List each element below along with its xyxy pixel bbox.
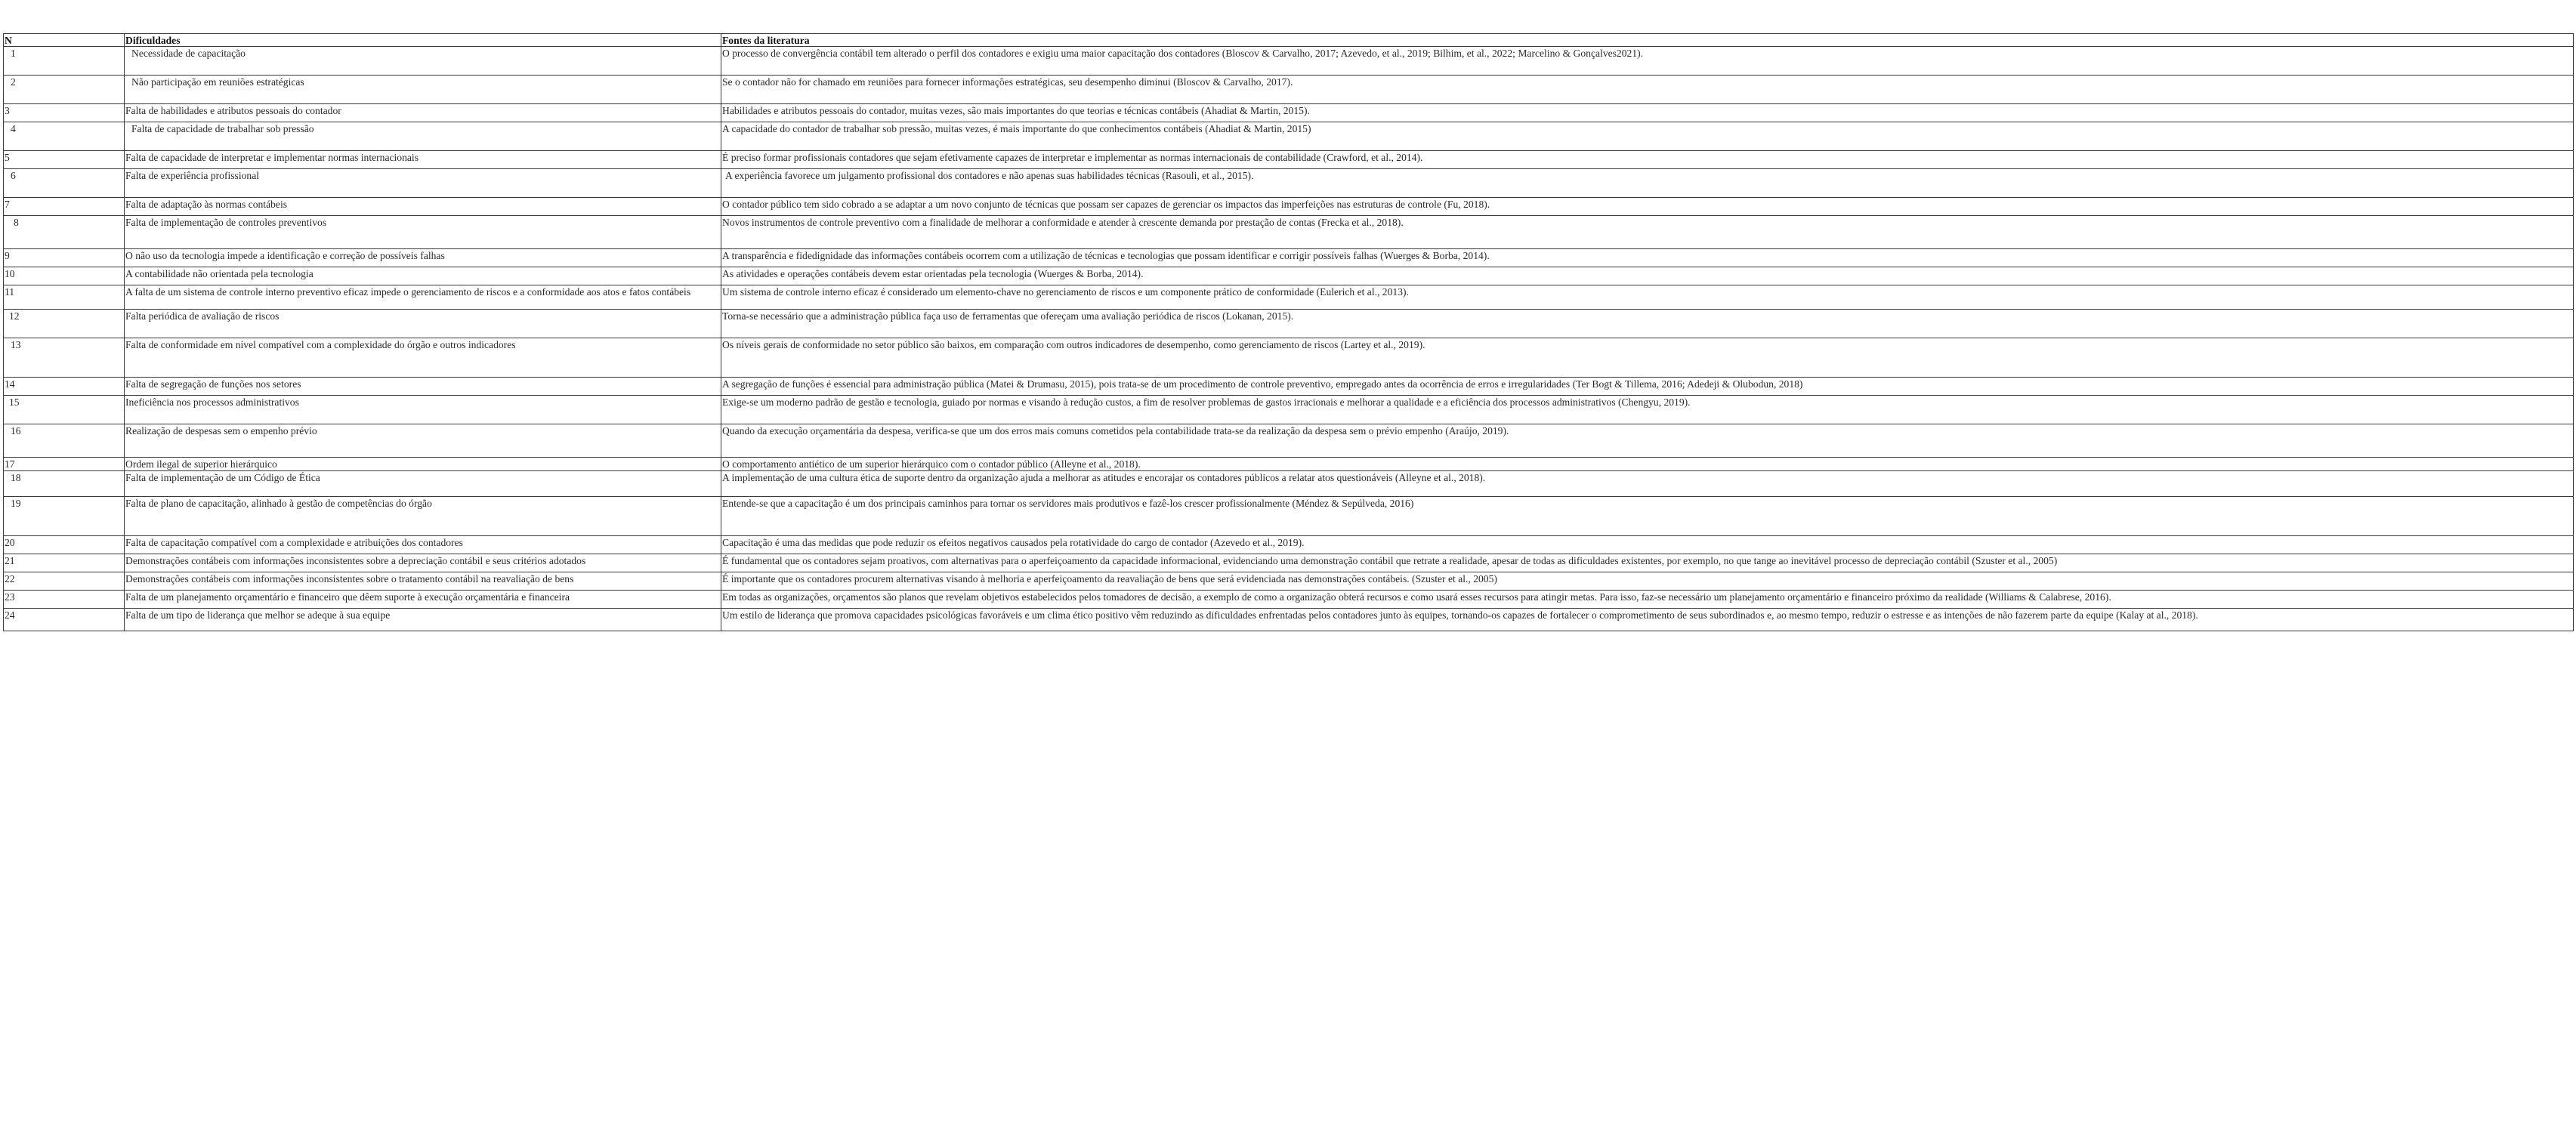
- cell-n[interactable]: 15: [4, 396, 125, 424]
- table-row: [4, 378, 2574, 396]
- cell-dificuldade[interactable]: Falta periódica de avaliação de riscos: [125, 310, 721, 338]
- cell-dificuldade[interactable]: Falta de implementação de um Código de Ética: [125, 471, 721, 497]
- table-row: [4, 216, 2574, 249]
- table-row: [4, 458, 2574, 471]
- cell-fonte[interactable]: As atividades e operações contábeis devem estar orientadas pela tecnologia (Wuerges & Borba, 2014).: [721, 267, 2574, 285]
- cell-n[interactable]: 17: [4, 458, 125, 471]
- cell-dificuldade[interactable]: Demonstrações contábeis com informações inconsistentes sobre o tratamento contábil na reavaliação de bens: [125, 572, 721, 591]
- cell-fonte[interactable]: Torna-se necessário que a administração pública faça uso de ferramentas que ofereçam uma avaliação periódica de riscos (Lokanan, 2015).: [721, 310, 2574, 338]
- table-row: [4, 151, 2574, 169]
- cell-dificuldade[interactable]: Ineficiência nos processos administrativos: [125, 396, 721, 424]
- cell-n[interactable]: 9: [4, 249, 125, 267]
- cell-dificuldade[interactable]: Realização de despesas sem o empenho prévio: [125, 424, 721, 458]
- cell-n[interactable]: 23: [4, 591, 125, 609]
- table-row: [4, 47, 2574, 76]
- table-row: [4, 591, 2574, 609]
- cell-dificuldade[interactable]: Falta de implementação de controles preventivos: [125, 216, 721, 249]
- cell-dificuldade[interactable]: O não uso da tecnologia impede a identificação e correção de possíveis falhas: [125, 249, 721, 267]
- table-row: [4, 572, 2574, 591]
- cell-n[interactable]: 20: [4, 536, 125, 554]
- header-dificuldades[interactable]: Dificuldades: [125, 34, 721, 47]
- table-row: [4, 609, 2574, 631]
- table-row: [4, 338, 2574, 378]
- cell-n[interactable]: 4: [4, 122, 125, 151]
- cell-dificuldade[interactable]: Falta de capacidade de trabalhar sob pressão: [125, 122, 721, 151]
- table-row: [4, 554, 2574, 572]
- table-row: [4, 198, 2574, 216]
- cell-n[interactable]: 21: [4, 554, 125, 572]
- cell-n[interactable]: 5: [4, 151, 125, 169]
- cell-fonte[interactable]: Se o contador não for chamado em reuniões para fornecer informações estratégicas, seu desempenho diminui (Bloscov & Carvalho, 2017).: [721, 76, 2574, 104]
- cell-n[interactable]: 14: [4, 378, 125, 396]
- cell-dificuldade[interactable]: Falta de capacitação compatível com a complexidade e atribuições dos contadores: [125, 536, 721, 554]
- cell-n[interactable]: 11: [4, 285, 125, 310]
- table-row: [4, 285, 2574, 310]
- table-row: [4, 310, 2574, 338]
- cell-n[interactable]: 16: [4, 424, 125, 458]
- cell-fonte[interactable]: Quando da execução orçamentária da despesa, verifica-se que um dos erros mais comuns cometidos pela contabilidade trata-se da realização da despesa sem o prévio empenho (Araújo, 2019).: [721, 424, 2574, 458]
- table-row: [4, 471, 2574, 497]
- cell-dificuldade[interactable]: Não participação em reuniões estratégicas: [125, 76, 721, 104]
- table-row: [4, 497, 2574, 536]
- table-row: [4, 536, 2574, 554]
- cell-fonte[interactable]: Em todas as organizações, orçamentos são planos que revelam objetivos estabelecidos pelos tomadores de decisão, a exemplo de como a organização obterá recursos e como usará esses recursos para atingir metas. Para isso, faz-se necessário um planejamento orçamentário e financeiro próximo da realidade (Williams & Calabrese, 2016).: [721, 591, 2574, 609]
- cell-n[interactable]: 3: [4, 104, 125, 122]
- table-row: [4, 76, 2574, 104]
- cell-n[interactable]: 10: [4, 267, 125, 285]
- cell-dificuldade[interactable]: Falta de um planejamento orçamentário e financeiro que dêem suporte à execução orçamentária e financeira: [125, 591, 721, 609]
- cell-dificuldade[interactable]: Necessidade de capacitação: [125, 47, 721, 76]
- cell-fonte[interactable]: A capacidade do contador de trabalhar sob pressão, muitas vezes, é mais importante do que conhecimentos contábeis (Ahadiat & Martin, 2015): [721, 122, 2574, 151]
- cell-n[interactable]: 22: [4, 572, 125, 591]
- cell-fonte[interactable]: A experiência favorece um julgamento profissional dos contadores e não apenas suas habilidades técnicas (Rasouli, et al., 2015).: [721, 169, 2574, 198]
- table-row: [4, 169, 2574, 198]
- cell-n[interactable]: 12: [4, 310, 125, 338]
- header-fontes[interactable]: Fontes da literatura: [721, 34, 2574, 47]
- cell-fonte[interactable]: Habilidades e atributos pessoais do contador, muitas vezes, são mais importantes do que teorias e técnicas contábeis (Ahadiat & Martin, 2015).: [721, 104, 2574, 122]
- table-row: [4, 249, 2574, 267]
- cell-dificuldade[interactable]: Falta de adaptação às normas contábeis: [125, 198, 721, 216]
- cell-fonte[interactable]: Entende-se que a capacitação é um dos principais caminhos para tornar os servidores mais produtivos e fazê-los crescer profissionalmente (Méndez & Sepúlveda, 2016): [721, 497, 2574, 536]
- cell-fonte[interactable]: É fundamental que os contadores sejam proativos, com alternativas para o aperfeiçoamento da capacidade informacional, evidenciando uma demonstração contábil que retrate a realidade, apesar de todas as dificuldades existentes, por exemplo, no que tange ao inevitável processo de depreciação contábil (Szuster et al., 2005): [721, 554, 2574, 572]
- cell-fonte[interactable]: O processo de convergência contábil tem alterado o perfil dos contadores e exigiu uma maior capacitação dos contadores (Bloscov & Carvalho, 2017; Azevedo, et al., 2019; Bilhim, et al., 2022; Marcelino & Gonçalves2021).: [721, 47, 2574, 76]
- cell-dificuldade[interactable]: Falta de experiência profissional: [125, 169, 721, 198]
- header-n[interactable]: N: [4, 34, 125, 47]
- cell-dificuldade[interactable]: Falta de segregação de funções nos setores: [125, 378, 721, 396]
- table-row: [4, 122, 2574, 151]
- cell-n[interactable]: 8: [4, 216, 125, 249]
- table-row: [4, 104, 2574, 122]
- cell-n[interactable]: 2: [4, 76, 125, 104]
- cell-fonte[interactable]: Os níveis gerais de conformidade no setor público são baixos, em comparação com outros indicadores de desempenho, como gerenciamento de riscos (Lartey et al., 2019).: [721, 338, 2574, 378]
- cell-dificuldade[interactable]: Falta de plano de capacitação, alinhado à gestão de competências do órgão: [125, 497, 721, 536]
- cell-n[interactable]: 19: [4, 497, 125, 536]
- cell-fonte[interactable]: Um estilo de liderança que promova capacidades psicológicas favoráveis e um clima ético positivo vêm reduzindo as dificuldades enfrentadas pelos contadores junto às equipes, tornando-os capazes de fortalecer o comprometimento de seus subordinados e, ao mesmo tempo, reduzir o estresse e as intenções de não fazerem parte da equipe (Kalay at al., 2018).: [721, 609, 2574, 631]
- cell-n[interactable]: 13: [4, 338, 125, 378]
- cell-dificuldade[interactable]: Falta de habilidades e atributos pessoais do contador: [125, 104, 721, 122]
- cell-fonte[interactable]: Exige-se um moderno padrão de gestão e tecnologia, guiado por normas e visando à redução custos, a fim de resolver problemas de gastos irracionais e melhorar a qualidade e a eficiência dos processos administrativos (Chengyu, 2019).: [721, 396, 2574, 424]
- cell-fonte[interactable]: É importante que os contadores procurem alternativas visando à melhoria e aperfeiçoamento da reavaliação de bens que será evidenciada nas demonstrações contábeis. (Szuster et al., 2005): [721, 572, 2574, 591]
- cell-n[interactable]: 6: [4, 169, 125, 198]
- cell-dificuldade[interactable]: Falta de um tipo de liderança que melhor se adeque à sua equipe: [125, 609, 721, 631]
- cell-fonte[interactable]: Novos instrumentos de controle preventivo com a finalidade de melhorar a conformidade e atender à crescente demanda por prestação de contas (Frecka et al., 2018).: [721, 216, 2574, 249]
- table-row: [4, 424, 2574, 458]
- header-row: [4, 34, 2574, 47]
- table-row: [4, 396, 2574, 424]
- cell-dificuldade[interactable]: A contabilidade não orientada pela tecnologia: [125, 267, 721, 285]
- table-row: [4, 267, 2574, 285]
- cell-fonte[interactable]: A segregação de funções é essencial para administração pública (Matei & Drumasu, 2015), pois trata-se de um procedimento de controle preventivo, empregado antes da ocorrência de erros e irregularidades (Ter Bogt & Tillema, 2016; Adedeji & Olubodun, 2018): [721, 378, 2574, 396]
- cell-n[interactable]: 24: [4, 609, 125, 631]
- cell-n[interactable]: 1: [4, 47, 125, 76]
- cell-fonte[interactable]: O comportamento antiético de um superior hierárquico com o contador público (Alleyne et al., 2018).: [721, 458, 2574, 471]
- cell-fonte[interactable]: A transparência e fidedignidade das informações contábeis ocorrem com a utilização de técnicas e tecnologias que possam identificar e corrigir possíveis falhas (Wuerges & Borba, 2014).: [721, 249, 2574, 267]
- cell-dificuldade[interactable]: Ordem ilegal de superior hierárquico: [125, 458, 721, 471]
- cell-fonte[interactable]: A implementação de uma cultura ética de suporte dentro da organização ajuda a melhorar as atitudes e encorajar os contadores públicos a relatar atos questionáveis (Alleyne et al., 2018).: [721, 471, 2574, 497]
- table-body: [4, 47, 2574, 631]
- cell-n[interactable]: 7: [4, 198, 125, 216]
- cell-fonte[interactable]: O contador público tem sido cobrado a se adaptar a um novo conjunto de técnicas que possam ser capazes de gerenciar os impactos das imperfeições nas estruturas de controle (Fu, 2018).: [721, 198, 2574, 216]
- cell-fonte[interactable]: Um sistema de controle interno eficaz é considerado um elemento-chave no gerenciamento de riscos e um componente prático de conformidade (Eulerich et al., 2013).: [721, 285, 2574, 310]
- cell-dificuldade[interactable]: Demonstrações contábeis com informações inconsistentes sobre a depreciação contábil e seus critérios adotados: [125, 554, 721, 572]
- cell-dificuldade[interactable]: A falta de um sistema de controle interno preventivo eficaz impede o gerenciamento de riscos e a conformidade aos atos e fatos contábeis: [125, 285, 721, 310]
- literature-table: [3, 33, 2574, 631]
- cell-dificuldade[interactable]: Falta de capacidade de interpretar e implementar normas internacionais: [125, 151, 721, 169]
- cell-dificuldade[interactable]: Falta de conformidade em nível compatível com a complexidade do órgão e outros indicadores: [125, 338, 721, 378]
- cell-n[interactable]: 18: [4, 471, 125, 497]
- spreadsheet-grid: [3, 33, 2573, 631]
- cell-fonte[interactable]: Capacitação é uma das medidas que pode reduzir os efeitos negativos causados pela rotatividade do cargo de contador (Azevedo et al., 2019).: [721, 536, 2574, 554]
- cell-fonte[interactable]: É preciso formar profissionais contadores que sejam efetivamente capazes de interpretar e implementar as normas internacionais de contabilidade (Crawford, et al., 2014).: [721, 151, 2574, 169]
